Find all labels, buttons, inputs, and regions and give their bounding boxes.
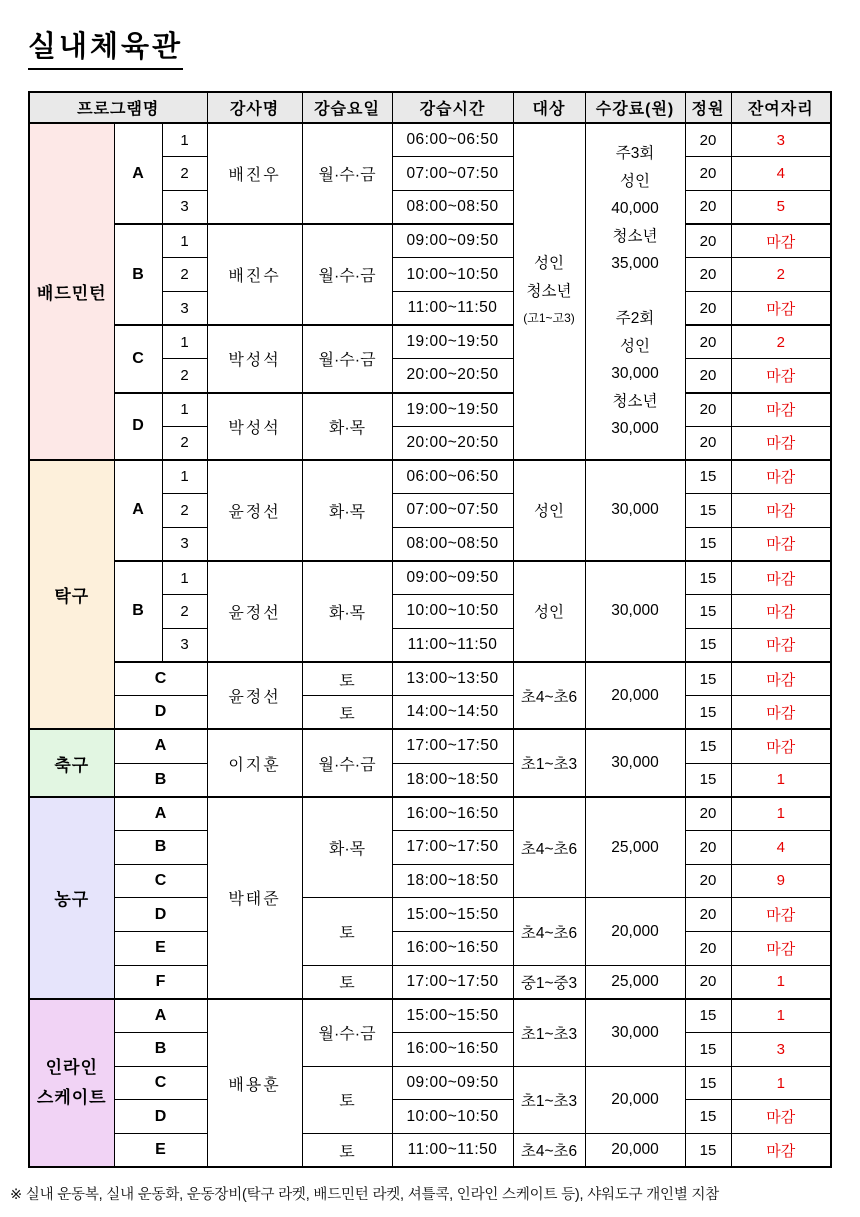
table-row <box>29 662 831 696</box>
cell-category <box>29 999 114 1167</box>
cell-remaining: 마감 <box>731 1100 831 1134</box>
header-target: 대상 <box>513 92 585 123</box>
cell-letter: D <box>114 393 162 460</box>
cell-letter: B <box>114 763 207 797</box>
cell-target: 초4~초6 <box>513 898 585 965</box>
cell-category: 탁구 <box>29 460 114 730</box>
header-days: 강습요일 <box>302 92 392 123</box>
table-row <box>29 224 831 258</box>
cell-days: 월·수·금 <box>302 325 392 392</box>
cell-time: 13:00~13:50 <box>392 662 513 696</box>
cell-capacity: 20 <box>685 426 731 460</box>
cell-target: 초1~초3 <box>513 999 585 1066</box>
cell-capacity: 15 <box>685 729 731 763</box>
cell-capacity: 20 <box>685 291 731 325</box>
cell-time: 18:00~18:50 <box>392 763 513 797</box>
table-header <box>29 92 831 123</box>
cell-remaining: 1 <box>731 999 831 1033</box>
cell-time: 11:00~11:50 <box>392 628 513 662</box>
cell-target: 중1~중3 <box>513 965 585 999</box>
cell-num: 1 <box>162 561 207 595</box>
cell-time: 09:00~09:50 <box>392 224 513 258</box>
table-row <box>29 797 831 831</box>
table-row <box>29 325 831 359</box>
cell-capacity: 20 <box>685 393 731 427</box>
cell-line: (고1~고3) <box>523 311 575 326</box>
cell-capacity: 20 <box>685 190 731 224</box>
cell-num: 1 <box>162 123 207 157</box>
cell-time: 09:00~09:50 <box>392 1066 513 1100</box>
cell-days: 토 <box>302 696 392 730</box>
header-remaining: 잔여자리 <box>731 92 831 123</box>
cell-time: 17:00~17:50 <box>392 729 513 763</box>
cell-line <box>586 278 685 306</box>
cell-time: 20:00~20:50 <box>392 426 513 460</box>
cell-num: 2 <box>162 595 207 629</box>
cell-remaining: 마감 <box>731 561 831 595</box>
table-row <box>29 898 831 932</box>
cell-capacity: 20 <box>685 932 731 966</box>
cell-remaining: 마감 <box>731 662 831 696</box>
cell-remaining: 마감 <box>731 595 831 629</box>
cell-line: 35,000 <box>611 255 659 273</box>
cell-num: 3 <box>162 527 207 561</box>
cell-time: 08:00~08:50 <box>392 190 513 224</box>
table-row <box>29 1134 831 1168</box>
cell-capacity: 15 <box>685 763 731 797</box>
cell-line: 성인 <box>534 255 564 273</box>
cell-time: 17:00~17:50 <box>392 830 513 864</box>
cell-fee: 20,000 <box>585 662 685 729</box>
cell-letter: A <box>114 460 162 561</box>
table-row <box>29 1066 831 1100</box>
cell-line: 30,000 <box>611 420 659 438</box>
table-row <box>29 393 831 427</box>
cell-letter: C <box>114 864 207 898</box>
cell-days: 토 <box>302 965 392 999</box>
cell-capacity: 20 <box>685 224 731 258</box>
cell-remaining: 2 <box>731 325 831 359</box>
cell-remaining: 2 <box>731 258 831 292</box>
cell-num: 1 <box>162 393 207 427</box>
cell-time: 16:00~16:50 <box>392 797 513 831</box>
header-capacity: 정원 <box>685 92 731 123</box>
cell-capacity: 20 <box>685 965 731 999</box>
cell-time: 16:00~16:50 <box>392 932 513 966</box>
cell-letter: D <box>114 696 207 730</box>
cell-instructor: 윤정선 <box>207 662 302 729</box>
schedule-table <box>28 91 832 1168</box>
cell-time: 07:00~07:50 <box>392 157 513 191</box>
cell-instructor: 이지훈 <box>207 729 302 796</box>
cell-capacity: 20 <box>685 157 731 191</box>
cell-remaining: 5 <box>731 190 831 224</box>
table-row <box>29 999 831 1033</box>
cell-target: 초4~초6 <box>513 1134 585 1168</box>
cell-time: 19:00~19:50 <box>392 325 513 359</box>
cell-remaining: 마감 <box>731 224 831 258</box>
cell-instructor: 배진우 <box>207 123 302 224</box>
cell-num: 3 <box>162 628 207 662</box>
cell-remaining: 1 <box>731 763 831 797</box>
cell-instructor: 윤정선 <box>207 460 302 561</box>
cell-remaining: 마감 <box>731 359 831 393</box>
cell-num: 2 <box>162 359 207 393</box>
cell-instructor: 배용훈 <box>207 999 302 1167</box>
cell-remaining: 마감 <box>731 393 831 427</box>
cell-line: 주2회 <box>615 310 655 328</box>
cell-line: 청소년 <box>612 227 658 245</box>
cell-days: 토 <box>302 662 392 696</box>
cell-remaining: 마감 <box>731 729 831 763</box>
cell-days: 월·수·금 <box>302 729 392 796</box>
cell-days: 화·목 <box>302 797 392 898</box>
cell-letter: C <box>114 325 162 392</box>
header-program: 프로그램명 <box>29 92 207 123</box>
cell-num: 2 <box>162 258 207 292</box>
cell-remaining: 마감 <box>731 494 831 528</box>
cell-fee: 25,000 <box>585 797 685 898</box>
cell-time: 08:00~08:50 <box>392 527 513 561</box>
cell-capacity: 15 <box>685 527 731 561</box>
cell-line: 주3회 <box>615 145 655 163</box>
table-row <box>29 830 831 864</box>
cell-time: 06:00~06:50 <box>392 460 513 494</box>
cell-fee: 20,000 <box>585 898 685 965</box>
cell-time: 15:00~15:50 <box>392 898 513 932</box>
cell-num: 1 <box>162 460 207 494</box>
cell-capacity: 15 <box>685 595 731 629</box>
cell-target: 초1~초3 <box>513 729 585 796</box>
cell-capacity: 15 <box>685 1033 731 1067</box>
cell-category: 축구 <box>29 729 114 796</box>
cell-line: 스케이트 <box>36 1088 107 1108</box>
header-instructor: 강사명 <box>207 92 302 123</box>
cell-letter: C <box>114 1066 207 1100</box>
cell-remaining: 3 <box>731 1033 831 1067</box>
cell-time: 19:00~19:50 <box>392 393 513 427</box>
cell-target: 초4~초6 <box>513 662 585 729</box>
cell-num: 2 <box>162 157 207 191</box>
cell-line: 성인 <box>620 337 650 355</box>
cell-capacity: 20 <box>685 898 731 932</box>
cell-capacity: 20 <box>685 325 731 359</box>
cell-capacity: 20 <box>685 797 731 831</box>
table-row <box>29 123 831 157</box>
cell-category: 배드민턴 <box>29 123 114 460</box>
cell-line: 청소년 <box>612 392 658 410</box>
cell-remaining: 4 <box>731 830 831 864</box>
cell-remaining: 마감 <box>731 291 831 325</box>
cell-capacity: 20 <box>685 258 731 292</box>
cell-remaining: 1 <box>731 797 831 831</box>
cell-capacity: 15 <box>685 662 731 696</box>
cell-line: 인라인 <box>45 1058 98 1078</box>
cell-instructor: 박태준 <box>207 797 302 999</box>
table-row <box>29 763 831 797</box>
cell-num: 3 <box>162 190 207 224</box>
cell-letter: C <box>114 662 207 696</box>
cell-capacity: 20 <box>685 123 731 157</box>
table-row <box>29 864 831 898</box>
cell-target: 초4~초6 <box>513 797 585 898</box>
cell-time: 20:00~20:50 <box>392 359 513 393</box>
cell-time: 15:00~15:50 <box>392 999 513 1033</box>
cell-letter: D <box>114 1100 207 1134</box>
table-row <box>29 965 831 999</box>
table-row <box>29 561 831 595</box>
cell-fee: 30,000 <box>585 460 685 561</box>
table-row <box>29 932 831 966</box>
cell-remaining: 4 <box>731 157 831 191</box>
table-row <box>29 460 831 494</box>
cell-target: 성인 <box>513 460 585 561</box>
cell-time: 11:00~11:50 <box>392 1134 513 1168</box>
cell-time: 06:00~06:50 <box>392 123 513 157</box>
cell-remaining: 마감 <box>731 426 831 460</box>
table-row <box>29 1033 831 1067</box>
cell-letter: A <box>114 797 207 831</box>
cell-letter: B <box>114 1033 207 1067</box>
cell-num: 2 <box>162 426 207 460</box>
cell-days: 월·수·금 <box>302 123 392 224</box>
cell-line: 성인 <box>620 172 650 190</box>
cell-letter: B <box>114 830 207 864</box>
cell-capacity: 20 <box>685 830 731 864</box>
cell-category: 농구 <box>29 797 114 999</box>
cell-letter: E <box>114 932 207 966</box>
cell-remaining: 마감 <box>731 460 831 494</box>
cell-remaining: 마감 <box>731 527 831 561</box>
header-fee: 수강료(원) <box>585 92 685 123</box>
footnote: ※ 실내 운동복, 실내 운동화, 운동장비(탁구 라켓, 배드민턴 라켓, 셔틀콕, 인라인 스케이트 등), 샤워도구 개인별 지참 <box>10 1187 720 1204</box>
cell-capacity: 15 <box>685 1100 731 1134</box>
cell-remaining: 1 <box>731 965 831 999</box>
cell-instructor: 배진수 <box>207 224 302 325</box>
cell-letter: F <box>114 965 207 999</box>
cell-time: 10:00~10:50 <box>392 1100 513 1134</box>
cell-time: 11:00~11:50 <box>392 291 513 325</box>
cell-capacity: 15 <box>685 696 731 730</box>
cell-instructor: 윤정선 <box>207 561 302 662</box>
cell-fee <box>585 123 685 460</box>
cell-capacity: 15 <box>685 561 731 595</box>
cell-letter: A <box>114 123 162 224</box>
cell-days: 화·목 <box>302 460 392 561</box>
header-time: 강습시간 <box>392 92 513 123</box>
cell-fee: 20,000 <box>585 1134 685 1168</box>
cell-letter: B <box>114 561 162 662</box>
header-row <box>29 92 831 123</box>
page-title: 실내체육관 <box>28 24 183 70</box>
cell-num: 1 <box>162 325 207 359</box>
cell-time: 10:00~10:50 <box>392 595 513 629</box>
cell-capacity: 15 <box>685 999 731 1033</box>
cell-time: 07:00~07:50 <box>392 494 513 528</box>
cell-remaining: 9 <box>731 864 831 898</box>
cell-time: 16:00~16:50 <box>392 1033 513 1067</box>
cell-remaining: 마감 <box>731 898 831 932</box>
cell-capacity: 15 <box>685 460 731 494</box>
cell-time: 18:00~18:50 <box>392 864 513 898</box>
cell-days: 월·수·금 <box>302 999 392 1066</box>
cell-fee: 20,000 <box>585 1066 685 1133</box>
cell-num: 1 <box>162 224 207 258</box>
cell-days: 화·목 <box>302 393 392 460</box>
cell-fee: 25,000 <box>585 965 685 999</box>
cell-days: 토 <box>302 1066 392 1133</box>
cell-remaining: 마감 <box>731 628 831 662</box>
cell-line: 30,000 <box>611 365 659 383</box>
cell-letter: E <box>114 1134 207 1168</box>
cell-remaining: 3 <box>731 123 831 157</box>
cell-days: 월·수·금 <box>302 224 392 325</box>
cell-time: 17:00~17:50 <box>392 965 513 999</box>
cell-target <box>513 123 585 460</box>
cell-days: 토 <box>302 898 392 965</box>
cell-target: 성인 <box>513 561 585 662</box>
cell-instructor: 박성석 <box>207 325 302 392</box>
cell-capacity: 15 <box>685 1134 731 1168</box>
cell-num: 2 <box>162 494 207 528</box>
cell-line: 청소년 <box>526 282 572 300</box>
cell-time: 09:00~09:50 <box>392 561 513 595</box>
cell-fee: 30,000 <box>585 561 685 662</box>
cell-remaining: 마감 <box>731 1134 831 1168</box>
cell-remaining: 1 <box>731 1066 831 1100</box>
cell-capacity: 15 <box>685 628 731 662</box>
cell-time: 14:00~14:50 <box>392 696 513 730</box>
cell-letter: D <box>114 898 207 932</box>
cell-days: 화·목 <box>302 561 392 662</box>
cell-capacity: 15 <box>685 1066 731 1100</box>
cell-letter: A <box>114 999 207 1033</box>
cell-time: 10:00~10:50 <box>392 258 513 292</box>
cell-target: 초1~초3 <box>513 1066 585 1133</box>
cell-fee: 30,000 <box>585 999 685 1066</box>
cell-instructor: 박성석 <box>207 393 302 460</box>
cell-letter: A <box>114 729 207 763</box>
table-row <box>29 729 831 763</box>
cell-remaining: 마감 <box>731 932 831 966</box>
table-row <box>29 696 831 730</box>
cell-line: 40,000 <box>611 200 659 218</box>
cell-remaining: 마감 <box>731 696 831 730</box>
cell-capacity: 15 <box>685 494 731 528</box>
cell-capacity: 20 <box>685 359 731 393</box>
table-body <box>29 123 831 1167</box>
cell-fee: 30,000 <box>585 729 685 796</box>
cell-num: 3 <box>162 291 207 325</box>
cell-letter: B <box>114 224 162 325</box>
table-row <box>29 1100 831 1134</box>
cell-days: 토 <box>302 1134 392 1168</box>
cell-capacity: 20 <box>685 864 731 898</box>
